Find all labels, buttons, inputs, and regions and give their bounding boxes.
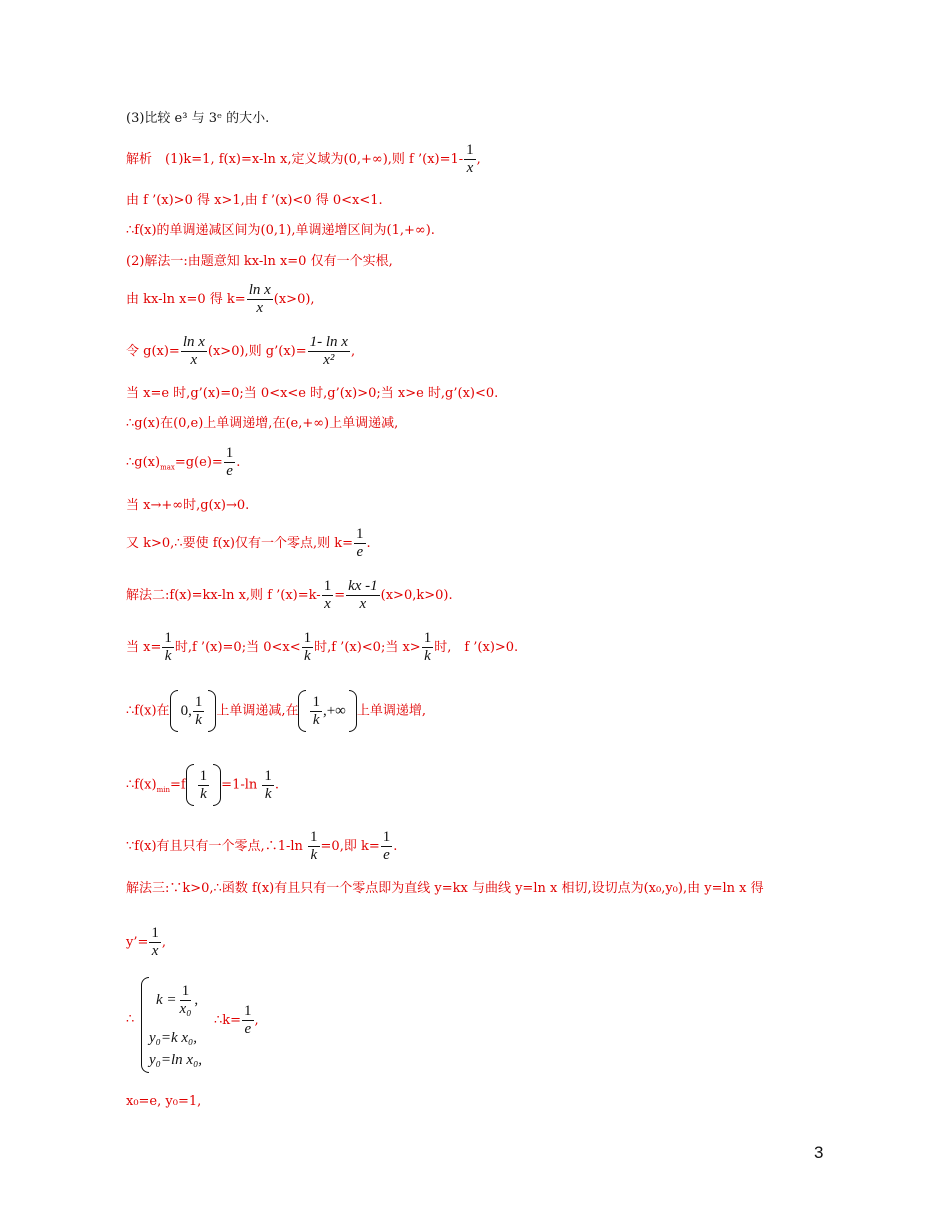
fraction: $\frac{1}{k}$ bbox=[423, 630, 432, 664]
analysis-line-6: 令 g(x)= $\frac{\text{ln x}}{x}$ (x>0),则 g’(x)= $\frac{\text{1- ln x}}{\text{x²}}$ , bbox=[126, 334, 356, 368]
analysis-line-7: 当 x=e 时,g’(x)=0;当 0<x<e 时,g’(x)>0;当 x>e 时,g’(x)<0. bbox=[126, 386, 499, 401]
analysis-line-12: 解法二:f(x)=kx-ln x,则 f ’(x)=k- $\frac{1}{x}$ = $\frac{kx -1}{x}$ (x>0,k>0). bbox=[126, 578, 453, 612]
fraction: $\frac{kx -1}{x}$ bbox=[348, 578, 378, 612]
analysis-line-19-result: ∴k= $\frac{1}{e}$ , bbox=[214, 1003, 259, 1037]
analysis-line-5: 由 kx-ln x=0 得 k= $\frac{\text{ln x}}{x}$ (x>0), bbox=[126, 282, 315, 316]
analysis-line-10: 当 x→+∞时,g(x)→0. bbox=[126, 498, 250, 513]
analysis-line-16: ∵f(x)有且只有一个零点,∴1-ln $\frac{1}{k}$ =0,即 k= $\frac{1}{e}$ . bbox=[126, 829, 398, 863]
fraction: $\frac{1}{k}$ bbox=[303, 630, 312, 664]
fraction: $\frac{\text{ln x}}{x}$ bbox=[248, 282, 271, 316]
analysis-line-11: 又 k>0,∴要使 f(x)仅有一个零点,则 k= $\frac{1}{e}$ . bbox=[126, 526, 371, 560]
analysis-line-1: 解析 (1)k=1, f(x)=x-ln x,定义域为(0,+∞),则 f ’(x)=1- $\frac{1}{x}$ , bbox=[126, 142, 481, 176]
analysis-line-2: 由 f ’(x)>0 得 x>1,由 f ’(x)<0 得 0<x<1. bbox=[126, 193, 383, 208]
interval: $\frac{1}{k}$ ,+∞ bbox=[298, 690, 356, 732]
fraction: $\frac{1}{x}$ bbox=[151, 925, 159, 959]
fraction: $\frac{1}{e}$ bbox=[244, 1003, 252, 1037]
page-number: 3 bbox=[814, 1143, 824, 1162]
fraction: $\frac{1}{x}$ bbox=[466, 142, 474, 176]
fraction: $\frac{1}{e}$ bbox=[356, 526, 364, 560]
analysis-line-14: ∴f(x)在 0, $\frac{1}{k}$ 上单调递减,在 $\frac{1}{k}$ ,+∞ 上单调递增, bbox=[126, 690, 426, 732]
analysis-line-15: $\therefore f(x)_{min}=f$ $\frac{1}{k}$ =1-ln $\frac{1}{k}$ . bbox=[126, 764, 279, 806]
fraction: $\frac{1}{x}$ bbox=[323, 578, 332, 612]
analysis-line-4: (2)解法一:由题意知 kx-ln x=0 仅有一个实根, bbox=[126, 254, 393, 269]
fraction: $\frac{\text{ln x}}{x}$ bbox=[182, 334, 205, 368]
analysis-line-17: 解法三:∵k>0,∴函数 f(x)有且只有一个零点即为直线 y=kx 与曲线 y=ln x 相切,设切点为(x₀,y₀),由 y=ln x 得 bbox=[126, 881, 764, 896]
system-eq-2: y₀=k x₀, bbox=[149, 1030, 198, 1046]
question-3: (3)比较 e³ 与 3ᵉ 的大小. bbox=[126, 111, 270, 126]
analysis-line-20: x₀=e, y₀=1, bbox=[126, 1094, 202, 1109]
fraction: $\frac{1}{k}$ bbox=[264, 767, 272, 802]
system-brace bbox=[141, 977, 149, 1073]
analysis-line-8: ∴g(x)在(0,e)上单调递增,在(e,+∞)上单调递减, bbox=[126, 416, 399, 431]
system-eq-3: y₀=ln x₀, bbox=[149, 1052, 203, 1068]
fraction: $\frac{1}{e}$ bbox=[225, 445, 234, 479]
analysis-line-13: 当 x= $\frac{1}{k}$ 时,f ’(x)=0;当 0<x< $\frac{1}{k}$ 时,f ’(x)<0;当 x> $\frac{1}{k}$ 时, f ’(x)>0. bbox=[126, 630, 519, 664]
fraction: $\frac{1}{k}$ bbox=[310, 829, 318, 863]
fraction: $\frac{1}{e}$ bbox=[382, 829, 391, 863]
analysis-line-18: y’= $\frac{1}{x}$ , bbox=[126, 925, 167, 959]
fraction: $\frac{\text{1- ln x}}{\text{x²}}$ bbox=[309, 334, 348, 368]
system-eq-1: k = $\frac{1}{\text{x₀}}$ , bbox=[156, 983, 199, 1017]
analysis-line-9: $\therefore g(x)_{max}=g(e)=$ $\frac{1}{e}$ . bbox=[126, 445, 241, 479]
fraction: $\frac{1}{k}$ bbox=[164, 630, 172, 664]
interval: 0, $\frac{1}{k}$ bbox=[170, 690, 217, 732]
analysis-line-19-therefore: ∴ bbox=[126, 1012, 135, 1027]
paren-group: $\frac{1}{k}$ bbox=[186, 764, 222, 806]
analysis-line-3: ∴f(x)的单调递减区间为(0,1),单调递增区间为(1,+∞). bbox=[126, 223, 435, 238]
